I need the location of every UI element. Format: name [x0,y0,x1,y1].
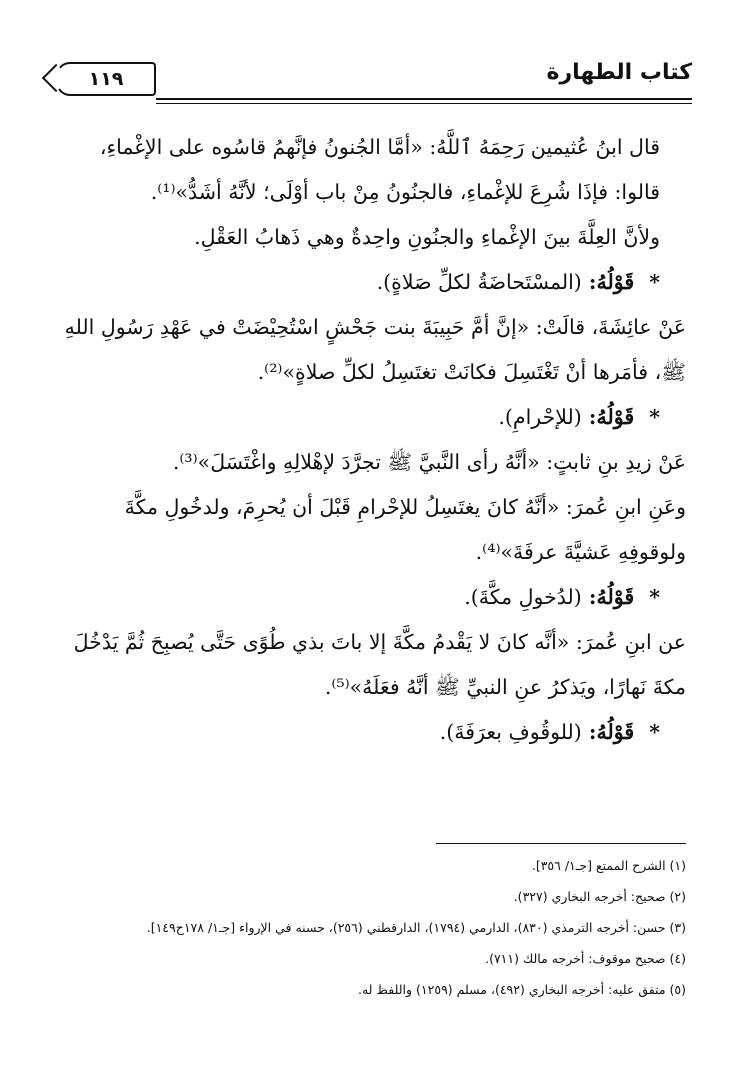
star-marker: * [649,405,660,429]
paragraph: وعَنِ ابنِ عُمرَ: «أنَّهُ كانَ يغتَسِلُ للإحْرامِ قَبْلَ أن يُحرِمَ، ولدخُولِ مكَّةَ ولوقوفِهِ عَشيَّةَ عرفَةَ»⁽⁴⁾. [124,495,686,564]
heading-text: (للإحْرامِ). [498,405,582,429]
book-title: كتاب الطهارة [546,60,692,85]
footnote: (٥) متفق عليه: أخرجه البخاري (٤٩٢)، مسلم (١٢٥٩) واللفظ له. [357,982,686,997]
paragraph: عن ابنِ عُمرَ: «أنَّه كانَ لا يَقْدمُ مكَّةَ إلا باتَ بذي طُوًى حَتَّى يُصبِحَ ثُمَّ يَدْخُلَ مكةَ نَهارًا، ويَذكرُ عنِ النبيِّ ﷺ أنَّهُ فعَلَهُ»⁽⁵⁾. [73,630,686,699]
footnote: (٣) حسن: أخرجه الترمذي (٨٣٠)، الدارمي (١٧٩٤)، الدارقطني (٢٥٦)، حسنه في الإرواء [جـ١/ ١٧٨ح١٤٩]. [146,920,686,935]
section-heading [60,260,686,305]
heading-label: قَوْلُهُ: [588,405,635,429]
footnote-divider [436,843,686,844]
footnote: (٢) صحيح: أخرجه البخاري (٣٢٧). [513,889,686,904]
star-marker: * [649,270,660,294]
paragraph: عَنْ زيدِ بنِ ثابتٍ: «أنَّهُ رأى النَّبيَّ ﷺ تجرَّدَ لإهْلالِهِ واغْتَسَلَ»⁽³⁾. [172,450,686,474]
heading-text: (للوقُوفِ بعرَفَةَ). [439,720,582,744]
paragraph: قال ابنُ عُثيمين رَحِمَهُ ٱللَّهُ: «أمَّا الجُنونُ فإنَّهمُ قاسُوه على الإغْماءِ، قالوا: فإذَا شُرِعَ للإغْماءِ، فالجنُونُ مِنْ باب أوْلَى؛ لأنَّهُ أشَدُّ»⁽¹⁾. [99,135,660,204]
page-number-badge [56,62,156,96]
section-heading [60,395,686,440]
footnote: (٤) صحيح موقوف: أخرجه مالك (٧١١). [485,951,686,966]
page-header [56,58,692,98]
section-heading [60,575,686,620]
star-marker: * [649,585,660,609]
heading-text: (المسْتَحاضَةُ لكلِّ صَلاةٍ). [376,270,582,294]
header-rule-thin [156,103,692,104]
footnotes [60,850,686,1005]
paragraph: عَنْ عائِشَةَ، قالَتْ: «إنَّ أمَّ حَبِيبَةَ بنت جَحْشٍ اسْتُحِيْضَتْ في عَهْدِ رَسُولِ اللهِ ﷺ، فأمَرها أنْ تَغْتَسِلَ فكانَتْ تغتَسِلُ لكلِّ صلاةٍ»⁽²⁾. [64,315,686,384]
star-marker: * [649,720,660,744]
heading-text: (لدُخولِ مكَّةَ). [464,585,582,609]
page-number: ١١٩ [88,68,124,90]
heading-label: قَوْلُهُ: [588,270,635,294]
main-text [60,125,686,755]
paragraph: ولأنَّ العِلَّةَ بينَ الإغْماءِ والجنُونِ واحِدةٌ وهي ذَهابُ العَقْلِ. [194,225,660,249]
heading-label: قَوْلُهُ: [588,720,635,744]
footnote: (١) الشرح الممتع [جـ١/ ٣٥٦]. [531,858,686,873]
section-heading [60,710,686,755]
header-rule [156,98,692,100]
heading-label: قَوْلُهُ: [588,585,635,609]
